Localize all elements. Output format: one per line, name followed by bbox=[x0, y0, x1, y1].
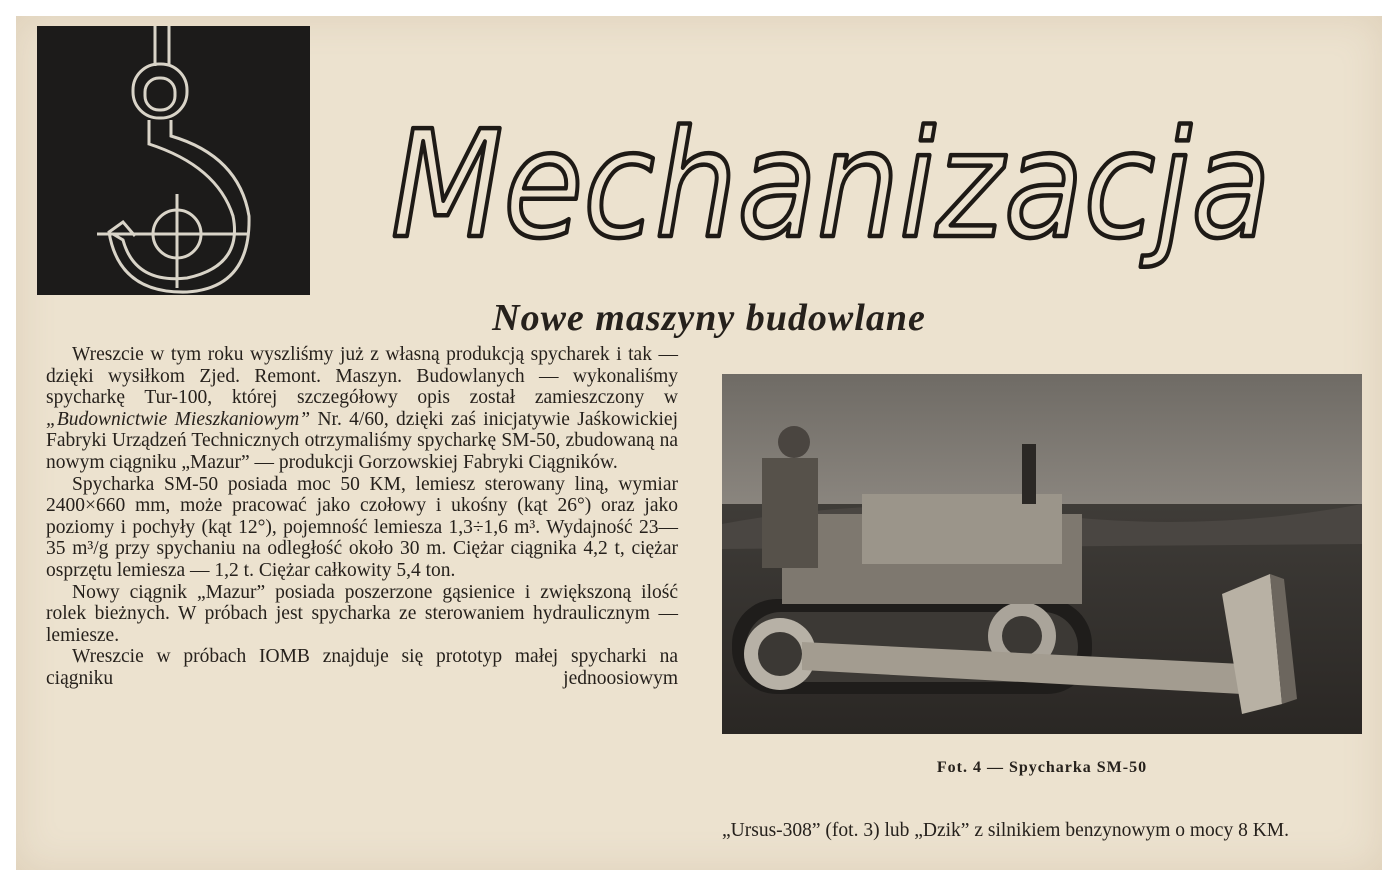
article-paragraph: Spycharka SM-50 posiada moc 50 KM, lemiesz sterowany liną, wymiar 2400×660 mm, może pracować jako czołowy i ukośny (kąt 26°) oraz jako poziomy i pochyły (kąt 12°), pojemność lemiesza 1,3÷1,6 m³. Wydajność 23—35 m³/g przy spychaniu na odległość około 30 m. Ciężar ciągnika 4,2 t, ciężar osprzętu lemiesza — 1,2 t. Ciężar całkowity 5,4 ton. bbox=[46, 473, 678, 581]
article-paragraph: Wreszcie w tym roku wyszliśmy już z własną produkcją spycharek i tak — dzięki wysiłkom Zjed. Remont. Maszyn. Budowlanych — wykonaliśmy spycharkę Tur-100, której szczegółowy opis został zamieszczony w „Budownictwie Mieszkaniowym” Nr. 4/60, dzięki zaś inicjatywie Jaśkowickiej Fabryki Urządzeń Technicznych otrzymaliśmy spycharkę SM-50, zbudowaną na nowym ciągniku „Mazur” — produkcji Gorzowskiej Fabryki Ciągników. bbox=[46, 344, 678, 473]
magazine-page bbox=[16, 16, 1382, 870]
heading-text: Mechanizacja bbox=[391, 99, 1271, 271]
publication-name: „Budownictwie Mieszkaniowym” bbox=[46, 408, 311, 430]
article-left-column bbox=[46, 344, 678, 690]
bulldozer-photo bbox=[722, 374, 1362, 734]
article-subtitle: Nowe maszyny budowlane bbox=[492, 297, 926, 339]
article-paragraph: Nowy ciągnik „Mazur” posiada poszerzone gąsienice i zwiększoną ilość rolek bieżnych. W próbach jest spycharka ze sterowaniem hydraulicznym — lemiesze. bbox=[46, 581, 678, 646]
article-paragraph-continued: „Ursus-308” (fot. 3) lub „Dzik” z silnikiem benzynowym o mocy 8 KM. bbox=[722, 820, 1290, 841]
crane-hook-icon bbox=[37, 26, 310, 295]
photo-caption: Fot. 4 — Spycharka SM-50 bbox=[936, 759, 1148, 776]
section-heading bbox=[391, 76, 1311, 296]
crane-hook-logo bbox=[37, 26, 310, 295]
article-paragraph: Wreszcie w próbach IOMB znajduje się prototyp małej spycharki na ciągniku jednoosiowym bbox=[46, 646, 678, 689]
article-right-column bbox=[722, 820, 1362, 842]
